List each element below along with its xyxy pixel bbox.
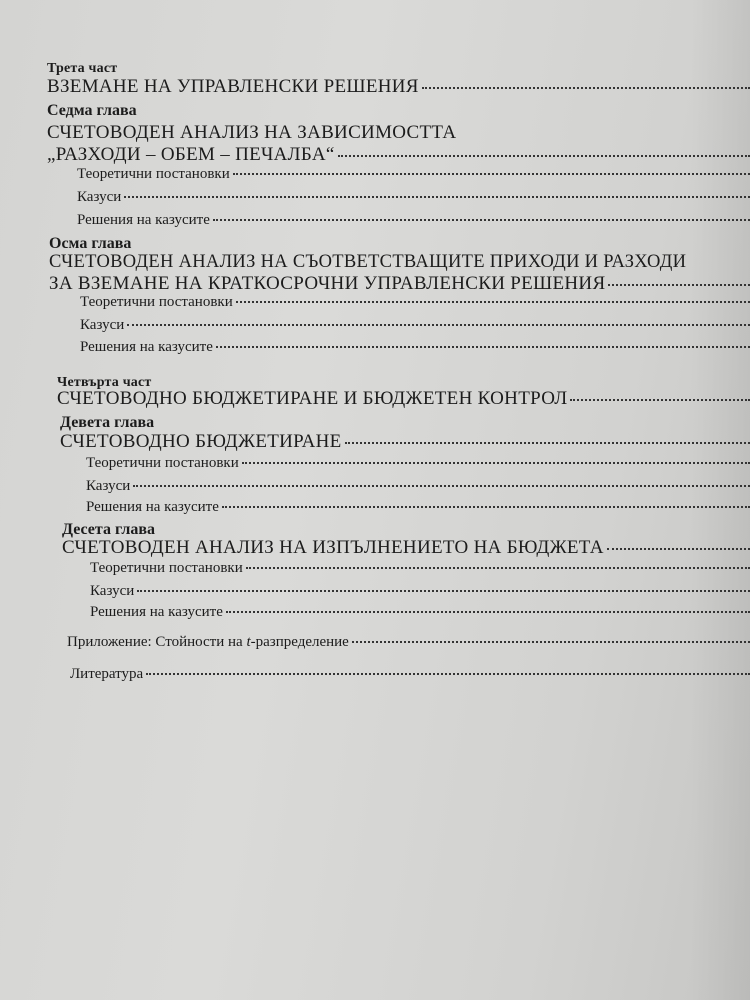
toc-subentry[interactable]: Теоретични постановки	[90, 560, 750, 577]
toc-entry-part3[interactable]	[47, 76, 750, 98]
toc-subentry[interactable]: Казуси	[86, 478, 750, 495]
dot-leader	[338, 155, 750, 157]
toc-subentry[interactable]: Казуси	[90, 583, 750, 600]
chapter-title-line: „РАЗХОДИ – ОБЕМ – ПЕЧАЛБА“	[47, 144, 335, 165]
toc-entry-literature[interactable]: Литература	[70, 666, 750, 683]
chapter-label: Десета глава	[62, 521, 156, 538]
chapter-title-line: СЧЕТОВОДЕН АНАЛИЗ НА СЪОТВЕТСТВАЩИТЕ ПРИХОДИ И РАЗХОДИ	[49, 252, 687, 272]
dot-leader	[608, 284, 750, 286]
toc-entry-ch9[interactable]	[60, 431, 750, 453]
toc-entry-part4[interactable]	[57, 388, 750, 410]
chapter-title-line: СЧЕТОВОДНО БЮДЖЕТИРАНЕ	[60, 431, 342, 452]
toc-entry-appendix[interactable]: Приложение: Стойности на t-разпределение	[67, 634, 750, 651]
part-label: Четвърта част	[57, 375, 152, 390]
part-title: СЧЕТОВОДНО БЮДЖЕТИРАНЕ И БЮДЖЕТЕН КОНТРОЛ	[57, 388, 568, 409]
toc-subentry[interactable]: Казуси	[80, 317, 750, 334]
dot-leader	[146, 673, 750, 675]
dot-leader	[607, 548, 750, 550]
toc-subentry[interactable]: Теоретични постановки	[77, 166, 750, 183]
chapter-title-line: СЧЕТОВОДЕН АНАЛИЗ НА ИЗПЪЛНЕНИЕТО НА БЮДЖЕТА	[62, 537, 604, 558]
dot-leader	[570, 399, 750, 401]
chapter-title-line: ЗА ВЗЕМАНЕ НА КРАТКОСРОЧНИ УПРАВЛЕНСКИ РЕШЕНИЯ	[49, 273, 606, 294]
part-label: Трета част	[47, 61, 118, 76]
toc-subentry[interactable]: Решения на казусите	[86, 499, 750, 516]
chapter-label: Осма глава	[49, 235, 132, 252]
toc-subentry[interactable]: Решения на казусите	[90, 604, 750, 621]
toc-subentry[interactable]: Решения на казусите	[80, 339, 750, 356]
dot-leader	[422, 87, 750, 89]
toc-entry-ch7[interactable]	[47, 144, 750, 166]
dot-leader	[352, 641, 750, 643]
chapter-label: Девета глава	[60, 414, 155, 431]
chapter-title-line: СЧЕТОВОДЕН АНАЛИЗ НА ЗАВИСИМОСТТА	[47, 122, 457, 143]
chapter-label: Седма глава	[47, 102, 137, 119]
toc-subentry[interactable]: Теоретични постановки	[86, 455, 750, 472]
toc-entry-ch8[interactable]	[49, 273, 750, 295]
toc-subentry[interactable]: Казуси	[77, 189, 750, 206]
toc-subentry[interactable]: Решения на казусите	[77, 212, 750, 229]
part-title: ВЗЕМАНЕ НА УПРАВЛЕНСКИ РЕШЕНИЯ	[47, 76, 419, 97]
toc-subentry[interactable]: Теоретични постановки	[80, 294, 750, 311]
dot-leader	[345, 442, 750, 444]
toc-entry-ch10[interactable]	[62, 537, 750, 559]
